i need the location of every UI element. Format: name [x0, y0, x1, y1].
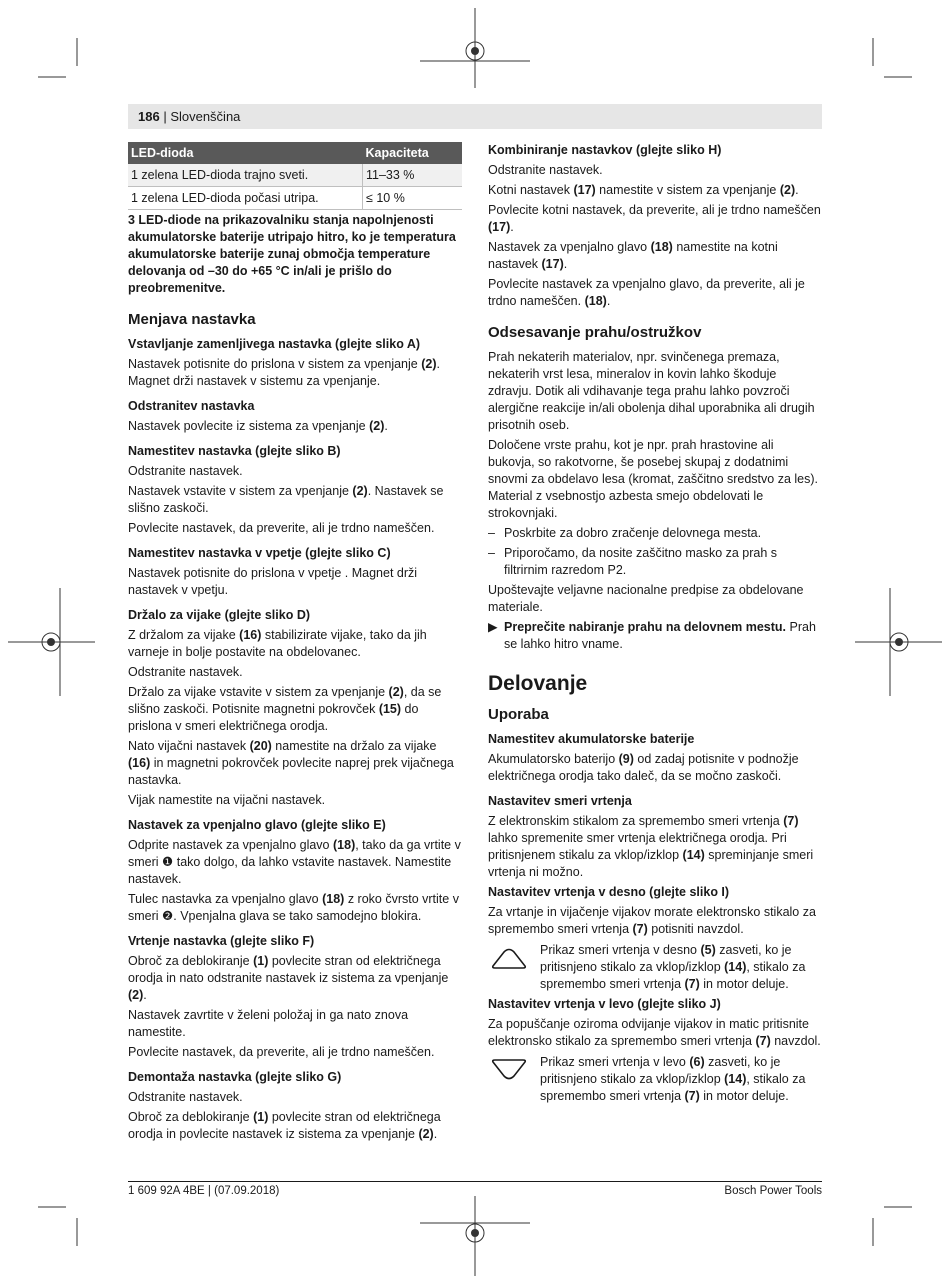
- left-column: [128, 142, 462, 1146]
- heading-mount-attachment: Namestitev nastavka (glejte sliko B): [128, 444, 341, 458]
- paragraph: Za vrtanje in vijačenje vijakov morate elektronsko stikalo za spremembo smeri vrtenja (7) potisniti navzdol.: [488, 905, 816, 936]
- table-header-led: LED-dioda: [128, 142, 363, 164]
- paragraph: Odstranite nastavek.: [128, 665, 243, 679]
- dust-safety-list: [488, 525, 822, 579]
- heading-screw-holder: Držalo za vijake (glejte sliko D): [128, 608, 311, 622]
- paragraph: Nastavek vstavite v sistem za vpenjanje (2). Nastavek se slišno zaskoči.: [128, 484, 444, 515]
- page-header: 186 | Slovenščina: [138, 109, 241, 124]
- table-cell: 11–33 %: [363, 164, 463, 187]
- heading-rotate-attachment: Vrtenje nastavka (glejte sliko F): [128, 934, 315, 948]
- heading-combine-attachments: Kombiniranje nastavkov (glejte sliko H): [488, 143, 722, 157]
- rotation-right-indicator-icon: [490, 946, 528, 972]
- section-title-dust-extraction: Odsesavanje prahu/ostružkov: [488, 324, 702, 341]
- paragraph: Z držalom za vijake (16) stabilizirate vijake, tako da jih varneje in bolje postavite na obdelovanec.: [128, 628, 427, 659]
- table-cell: 1 zelena LED-dioda trajno sveti.: [128, 164, 363, 187]
- heading-rotation-direction: Nastavitev smeri vrtenja: [488, 794, 632, 808]
- paragraph: Z elektronskim stikalom za spremembo smeri vrtenja (7) lahko spremenite smer vrtenja električnega orodja. Pri pritisnjenem stikalu za vklop/izklop (14) spreminjanje smeri vrtenja ni možno.: [488, 814, 814, 879]
- paragraph: Za popuščanje oziroma odvijanje vijakov in matic pritisnite elektronsko stikalo za spremembo smeri vrtenja (7) navzdol.: [488, 1017, 821, 1048]
- dust-warning: ▶ Preprečite nabiranje prahu na delovnem mestu. Prah se lahko hitro vname.: [488, 620, 816, 651]
- list-item: – Poskrbite za dobro zračenje delovnega mesta.: [488, 525, 822, 542]
- heading-dismount-attachment: Demontaža nastavka (glejte sliko G): [128, 1070, 342, 1084]
- right-rotation-indicator-note: Prikaz smeri vrtenja v desno (5) zasveti, ko je pritisnjeno stikalo za vklop/izklop (14), stikalo za spremembo smeri vrtenja (7) in motor deluje.: [488, 942, 822, 993]
- table-row: [128, 164, 462, 187]
- paragraph: Tulec nastavka za vpenjalno glavo (18) z roko čvrsto vrtite v smeri ❷. Vpenjalna glava se tako samodejno blokira.: [128, 892, 459, 923]
- paragraph: Odstranite nastavek.: [128, 1090, 243, 1104]
- paragraph: Odprite nastavek za vpenjalno glavo (18), tako da ga vrtite v smeri ❶ tako dolgo, da lahko vstavite nastavek. Namestite nastavek.: [128, 838, 461, 886]
- paragraph: Držalo za vijake vstavite v sistem za vpenjanje (2), da se slišno zaskoči. Potisnite magnetni pokrovček (15) do prislona v smeri električnega orodja.: [128, 685, 442, 733]
- paragraph: Prah nekaterih materialov, npr. svinčenega premaza, nekaterih vrst lesa, mineralov in kovin lahko škoduje zdravju. Dotik ali vdihavanje tega prahu lahko povzroči alergične reakcije in/ali obolenja dihal uporabnika ali drugih prisotnih oseb.: [488, 350, 815, 432]
- paragraph: Akumulatorsko baterijo (9) od zadaj potisnite v podnožje električnega orodja tako daleč, da se močno zaskoči.: [488, 752, 799, 783]
- paragraph: Določene vrste prahu, kot je npr. prah hrastovine ali bukovja, so rakotvorne, še posebej skupaj z dodatnimi snovmi za obdelavo lesa (kromat, zaščitno sredstvo za les). Material z vsebnostjo azbesta smejo obdelovati le strokovnjaki.: [488, 438, 818, 520]
- step-1-icon: ❶: [162, 855, 174, 869]
- table-row: [128, 187, 462, 210]
- rotation-left-indicator-icon: [490, 1058, 528, 1084]
- paragraph: Nastavek potisnite do prislona v vpetje . Magnet drži nastavek v vpetju.: [128, 566, 418, 597]
- step-2-icon: ❷: [162, 909, 174, 923]
- heading-insert-battery: Namestitev akumulatorske baterije: [488, 732, 695, 746]
- right-column: [488, 142, 822, 1108]
- paragraph: Nastavek povlecite iz sistema za vpenjanje (2).: [128, 419, 388, 433]
- table-cell: 1 zelena LED-dioda počasi utripa.: [128, 187, 363, 210]
- subsection-title-use: Uporaba: [488, 706, 549, 723]
- paragraph: Povlecite nastavek za vpenjalno glavo, da preverite, ali je trdno nameščen. (18).: [488, 277, 805, 308]
- paragraph: Kotni nastavek (17) namestite v sistem za vpenjanje (2).: [488, 183, 799, 197]
- heading-mount-in-holder: Namestitev nastavka v vpetje (glejte sliko C): [128, 546, 391, 560]
- paragraph: Povlecite nastavek, da preverite, ali je trdno nameščen.: [128, 521, 435, 535]
- paragraph: Nastavek potisnite do prislona v sistem za vpenjanje (2). Magnet drži nastavek v sistemu za vpenjanje.: [128, 357, 440, 388]
- triangle-bullet-icon: ▶: [488, 620, 498, 634]
- paragraph: Odstranite nastavek.: [128, 464, 243, 478]
- paragraph: Povlecite nastavek, da preverite, ali je trdno nameščen.: [128, 1045, 435, 1059]
- footer-document-id: 1 609 92A 4BE | (07.09.2018): [128, 1185, 280, 1197]
- paragraph: Odstranite nastavek.: [488, 163, 603, 177]
- heading-insert-bit: Vstavljanje zamenljivega nastavka (glejte sliko A): [128, 337, 421, 351]
- heading-left-rotation: Nastavitev vrtenja v levo (glejte sliko J): [488, 997, 721, 1011]
- paragraph: Nastavek za vpenjalno glavo (18) namestite na kotni nastavek (17).: [488, 240, 778, 271]
- footer-rule: [128, 1181, 822, 1182]
- section-title-operation: Delovanje: [488, 672, 588, 695]
- led-capacity-table: [128, 142, 462, 210]
- heading-chuck-attachment: Nastavek za vpenjalno glavo (glejte sliko E): [128, 818, 386, 832]
- table-header-capacity: Kapaciteta: [363, 142, 463, 164]
- paragraph: Nato vijačni nastavek (20) namestite na držalo za vijake (16) in magnetni pokrovček povlecite naprej prek vijačnega nastavka.: [128, 739, 454, 787]
- section-title-bit-change: Menjava nastavka: [128, 311, 256, 328]
- paragraph: Vijak namestite na vijačni nastavek.: [128, 793, 326, 807]
- paragraph: Obroč za deblokiranje (1) povlecite stran od električnega orodja in povlecite nastavek iz sistema za vpenjanje (2).: [128, 1110, 441, 1141]
- list-item: – Priporočamo, da nosite zaščitno masko za prah s filtrirnim razredom P2.: [488, 545, 822, 579]
- paragraph: Povlecite kotni nastavek, da preverite, ali je trdno nameščen (17).: [488, 203, 821, 234]
- led-warning-note: 3 LED-diode na prikazovalniku stanja napolnjenosti akumulatorske baterije utripajo hitro, ko je temperatura akumulatorske baterije zunaj območja temperature delovanja od –30 do +65 °C in/ali je prišlo do preobremenitve.: [128, 213, 456, 295]
- paragraph: Nastavek zavrtite v želeni položaj in ga nato znova namestite.: [128, 1008, 409, 1039]
- heading-right-rotation: Nastavitev vrtenja v desno (glejte sliko I): [488, 885, 730, 899]
- heading-remove-bit: Odstranitev nastavka: [128, 399, 255, 413]
- paragraph: Obroč za deblokiranje (1) povlecite stran od električnega orodja in nato odstranite nastavek iz sistema za vpenjanje (2).: [128, 954, 449, 1002]
- table-cell: ≤ 10 %: [363, 187, 463, 210]
- paragraph: Upoštevajte veljavne nacionalne predpise za obdelovane materiale.: [488, 583, 804, 614]
- page-number: 186: [138, 109, 160, 124]
- footer-brand: Bosch Power Tools: [724, 1185, 822, 1197]
- header-language: Slovenščina: [170, 109, 241, 124]
- left-rotation-indicator-note: Prikaz smeri vrtenja v levo (6) zasveti, ko je pritisnjeno stikalo za vklop/izklop (14), stikalo za spremembo smeri vrtenja (7) in motor deluje.: [488, 1054, 822, 1105]
